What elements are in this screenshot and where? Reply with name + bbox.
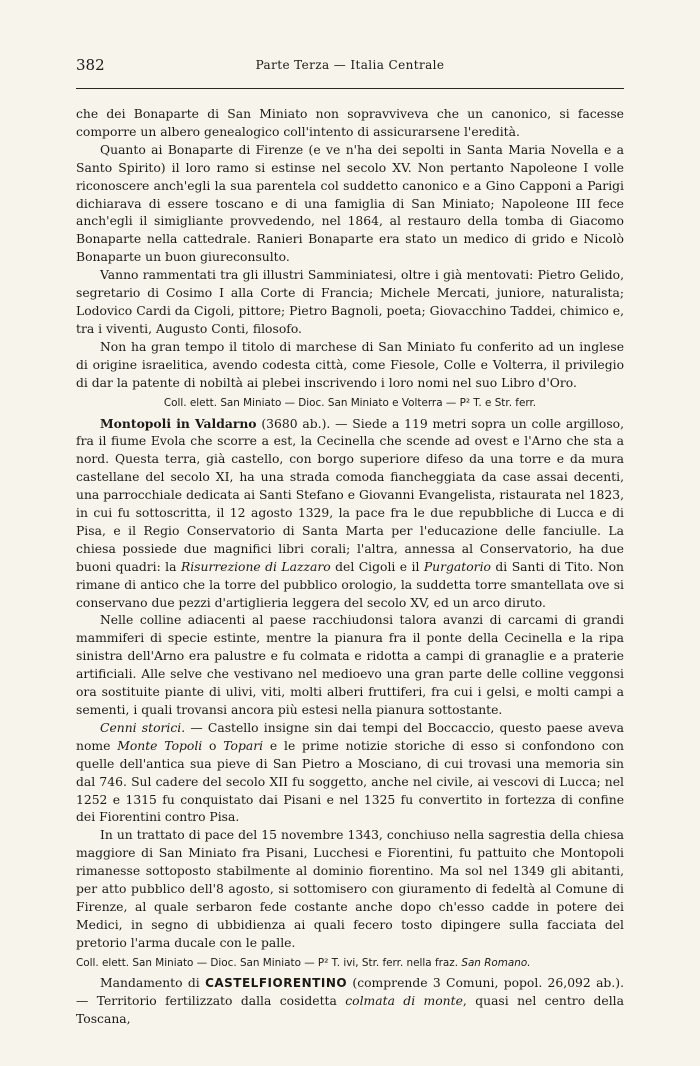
page-header — [76, 56, 624, 78]
entry-montopoli — [76, 415, 624, 613]
coll-note-2-place: San Romano. — [461, 956, 531, 969]
work-risurrezione: Risurrezione di Lazzaro — [180, 559, 331, 574]
cenni-storici-label: Cenni storici. — [100, 720, 186, 735]
mandamento-prefix: Mandamento di — [100, 975, 206, 990]
paragraph-trattato: In un trattato di pace del 15 novembre 1343, conchiuso nella sagrestia della chiesa maggiore di San Miniato fra Pisani, Lucchesi e Fiorentini, fu pattuito che Montopoli rimanesse sottoposto stabilmente al dominio fiorentino. Ma sol nel 1349 gli abitanti, per atto pubblico dell'8 agosto, si sottomisero con giuramento di fedeltà al Comune di Firenze, al quale serbaron fede costante anche dopo ch'esso cadde in potere dei Medici, in segno di ubbidienza ai quali fecero tosto dipingere sulla facciata del pretorio l'arma ducale con le palle. — [76, 828, 624, 950]
paragraph-continued: che dei Bonaparte di San Miniato non sopravviveva che un canonico, si facesse comporre un albero genealogico coll'intento di assicurarsene l'eredità. — [76, 107, 624, 139]
coll-note-2-text: Coll. elett. San Miniato — Dioc. San Miniato — P² T. ivi, Str. ferr. nella fraz. — [76, 956, 462, 969]
electoral-note-montopoli — [76, 955, 624, 971]
montopoli-intro: (3680 ab.). — Siede a 119 metri sopra un colle argilloso, fra il fiume Evola che scorre a est, la Cecinella che scende ad ovest e l'Arno che sta a nord. Questa terra, già castello, con borgo superiore difeso da una torre e da mura castellane del secolo XI, ha una strada comoda fiancheggiata da case assai decenti, una parrocchiale dedicata ai Santi Stefano e Giovanni Evangelista, ristaurata nel 1823, in cui fu sottoscritta, il 12 agosto 1329, la pace fra le due repubbliche di Lucca e di Pisa, e il Regio Conservatorio di Santa Marta per l'educazione delle fanciulle. La chiesa possiede due magnifici libri corali; l'altra, annessa al Conservatorio, ha due buoni quadri: la — [76, 416, 625, 574]
page-number: 382 — [76, 56, 105, 74]
montopoli-intro-end: di Santi di Tito. Non rimane di antico che la torre del pubblico orologio, la suddetta torre smantellata ove si conservano due pezzi d'artiglieria leggera del secolo XV, ed un arco diruto. — [76, 559, 624, 610]
name-topari: Topari — [223, 738, 264, 753]
entry-title-montopoli: Montopoli in Valdarno — [100, 415, 257, 431]
cenni-or: o — [202, 738, 224, 753]
mandamento-italic: colmata di monte — [345, 993, 463, 1008]
mandamento-rest: (comprende 3 Comuni, popol. 26,092 ab.). — Territorio fertilizzato dalla cosidetta — [76, 975, 624, 1008]
mandamento-name: CASTELFIORENTINO — [205, 975, 348, 990]
name-monte-topoli: Monte Topoli — [117, 738, 203, 753]
paragraph-colline: Nelle colline adiacenti al paese racchiudonsi talora avanzi di carcami di grandi mammiferi di specie estinte, mentre la pianura fra il ponte della Cecinella e la ripa sinistra dell'Arno era palustre e fu colmata e ridotta a campi di granaglie e a praterie artificiali. Alle selve che vestivano nel medioevo una gran parte delle colline veggonsi ora sostituite piante di ulivi, viti, molti alberi fruttiferi, fra cui i gelsi, e molti campi a sementi, i quali trovansi ancora più estesi nella pianura sottostante. — [76, 613, 624, 717]
electoral-note-san-miniato: Coll. elett. San Miniato — Dioc. San Miniato e Volterra — P² T. e Str. ferr. — [163, 396, 537, 409]
paragraph-illustri: Vanno rammentati tra gli illustri Samminiatesi, oltre i già mentovati: Pietro Gelido, segretario di Cosimo I alla Corte di Francia; Michele Mercati, juniore, naturalista; Lodovico Cardi da Cigoli, pittore; Pietro Bagnoli, poeta; Giovacchino Taddei, chimico e, tra i viventi, Augusto Conti, filosofo. — [76, 268, 624, 336]
paragraph-cenni-storici — [76, 720, 624, 827]
running-head: Parte Terza — Italia Centrale — [255, 58, 445, 72]
header-rule — [76, 88, 624, 89]
paragraph-marchese: Non ha gran tempo il titolo di marchese di San Miniato fu conferito ad un inglese di origine israelitica, avendo codesta città, come Fiesole, Colle e Volterra, il privilegio di dar la patente di nobiltà ai plebei inscrivendo i loro nomi nel suo Libro d'Oro. — [76, 339, 624, 390]
paragraph-bonaparte-firenze: Quanto ai Bonaparte di Firenze (e ve n'ha dei sepolti in Santa Maria Novella e a Santo Spirito) il loro ramo si estinse nel secolo XV. Non pertanto Napoleone I volle riconoscere anch'egli la sua parentela col suddetto canonico e a Gino Capponi a Parigi dichiarava di essere toscano e di una famiglia di San Miniato; Napoleone III fece anch'egli il simigliante provvedendo, nel 1864, al restauro della tomba di Giacomo Bonaparte nella cattedrale. Ranieri Bonaparte era stato un medico di grido e Nicolò Bonaparte un buon giureconsulto. — [76, 142, 624, 265]
cenni-a: — Castello insigne sin dai tempi del Boccaccio, questo paese aveva nome — [76, 720, 624, 753]
cenni-b: e le prime notizie storiche di esso si confondono con quelle dell'antica sua pieve di San Pietro a Mosciano, di cui trovasi una memoria sin dal 746. Sul cadere del secolo XII fu soggetto, anche nel civile, ai vescovi di Lucca; nel 1252 e 1315 fu conquistato dai Pisani e nel 1325 fu convertito in fortezza di confine dei Fiorentini contro Pisa. — [76, 738, 624, 825]
mandamento-end: , quasi nel centro della Toscana, — [76, 993, 624, 1026]
montopoli-mid: del Cigoli e il — [330, 559, 424, 574]
page-body — [76, 106, 624, 1028]
entry-mandamento-castelfiorentino — [76, 975, 624, 1029]
work-purgatorio: Purgatorio — [423, 559, 491, 574]
